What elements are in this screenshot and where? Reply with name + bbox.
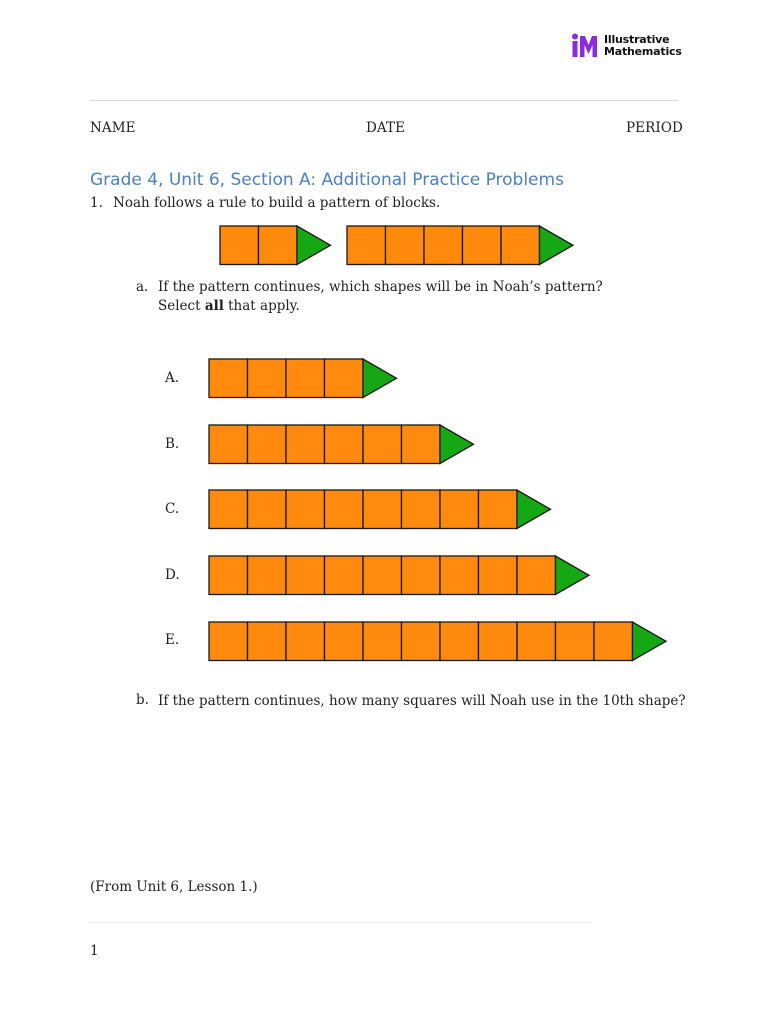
option-e-shape-square <box>286 622 324 660</box>
part-a-line2 <box>158 297 603 316</box>
option-e-shape-square <box>594 622 632 660</box>
option-e-shape-square <box>324 622 362 660</box>
option-c-shape-square <box>209 490 247 528</box>
logo-text-line2: Mathematics <box>604 45 682 58</box>
option-d-shape-square <box>478 556 516 594</box>
part-a-line2-suffix: that apply. <box>223 298 300 314</box>
option-e-shape-square <box>363 622 401 660</box>
problem-text: Noah follows a rule to build a pattern of blocks. <box>113 195 441 211</box>
option-c-shape-square <box>440 490 478 528</box>
option-d-shape-square <box>363 556 401 594</box>
given-shape-2-triangle <box>539 226 572 264</box>
given-shape-2-square <box>424 226 462 264</box>
option-b-shape-square <box>247 425 285 463</box>
part-a-line1: If the pattern continues, which shapes will be in Noah’s pattern? <box>158 279 603 295</box>
option-e-shape-square <box>440 622 478 660</box>
option-c-shape-triangle <box>517 490 550 528</box>
option-e-shape-square <box>247 622 285 660</box>
option-c-label[interactable]: C. <box>165 501 180 517</box>
option-c-shape-square <box>286 490 324 528</box>
given-shape-2 <box>346 225 574 266</box>
logo-text <box>604 34 682 58</box>
option-a-shape-square <box>209 359 247 397</box>
option-e-shape[interactable] <box>208 621 667 662</box>
logo-text-line1: Illustrative <box>604 33 670 46</box>
option-d-shape-square <box>517 556 555 594</box>
option-c-shape[interactable] <box>208 489 551 530</box>
option-b-shape-square <box>363 425 401 463</box>
option-c-shape-square <box>247 490 285 528</box>
option-b-shape-square <box>401 425 439 463</box>
part-a-text <box>158 278 603 316</box>
option-e-shape-square <box>209 622 247 660</box>
option-e-label[interactable]: E. <box>165 632 180 648</box>
given-shape-2-square <box>385 226 423 264</box>
option-e-shape-square <box>517 622 555 660</box>
given-shape-1 <box>219 225 331 266</box>
option-d-shape-square <box>247 556 285 594</box>
option-a-shape-square <box>247 359 285 397</box>
period-label: PERIOD <box>626 120 683 136</box>
date-label: DATE <box>366 120 406 136</box>
option-c-shape-square <box>401 490 439 528</box>
option-e-shape-square <box>478 622 516 660</box>
im-logo-icon <box>571 33 601 59</box>
option-b-shape-square <box>286 425 324 463</box>
given-shape-2-square <box>347 226 385 264</box>
footer-divider <box>90 922 592 923</box>
option-b-shape-square <box>209 425 247 463</box>
part-a-line2-bold: all <box>204 298 224 314</box>
option-a-label[interactable]: A. <box>165 370 180 386</box>
option-d-shape-square <box>401 556 439 594</box>
option-c-shape-square <box>478 490 516 528</box>
illustrative-mathematics-logo <box>571 33 681 61</box>
part-b-letter: b. <box>136 692 149 708</box>
option-d-shape-triangle <box>555 556 588 594</box>
given-shape-1-square <box>220 226 258 264</box>
option-c-shape-square <box>363 490 401 528</box>
page-title: Grade 4, Unit 6, Section A: Additional Practice Problems <box>90 170 564 190</box>
option-b-label[interactable]: B. <box>165 436 180 452</box>
option-d-shape-square <box>286 556 324 594</box>
option-c-shape-square <box>324 490 362 528</box>
given-shape-2-square <box>501 226 539 264</box>
option-b-shape[interactable] <box>208 424 474 465</box>
part-a-letter: a. <box>136 279 149 295</box>
name-label: NAME <box>90 120 136 136</box>
option-b-shape-triangle <box>440 425 473 463</box>
part-a-line2-prefix: Select <box>158 298 205 314</box>
problem-number: 1. <box>90 195 103 211</box>
option-e-shape-square <box>401 622 439 660</box>
option-d-shape-square <box>209 556 247 594</box>
option-a-shape-square <box>324 359 362 397</box>
given-shape-2-square <box>462 226 500 264</box>
option-d-shape-square <box>324 556 362 594</box>
given-shape-1-triangle <box>297 226 330 264</box>
header-divider <box>90 100 678 101</box>
option-e-shape-triangle <box>632 622 665 660</box>
source-note: (From Unit 6, Lesson 1.) <box>90 879 258 895</box>
option-a-shape-triangle <box>363 359 396 397</box>
option-b-shape-square <box>324 425 362 463</box>
option-d-shape-square <box>440 556 478 594</box>
page-number: 1 <box>90 943 99 959</box>
part-b-text: If the pattern continues, how many squares will Noah use in the 10th shape? <box>158 693 686 709</box>
option-d-label[interactable]: D. <box>165 567 180 583</box>
given-shape-1-square <box>258 226 296 264</box>
option-d-shape[interactable] <box>208 555 590 596</box>
option-a-shape-square <box>286 359 324 397</box>
option-a-shape[interactable] <box>208 358 397 399</box>
option-e-shape-square <box>555 622 593 660</box>
